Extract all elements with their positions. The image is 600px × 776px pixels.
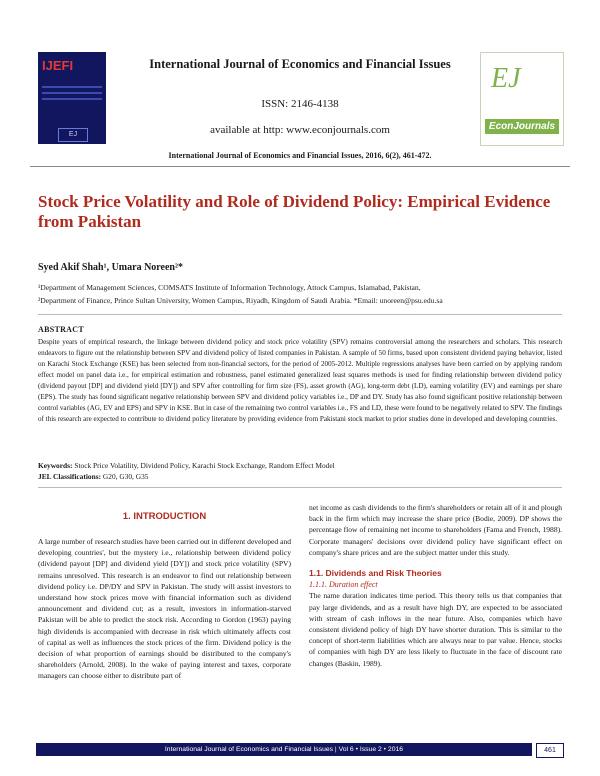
subsubsection-heading: 1.1.1. Duration effect: [309, 580, 378, 590]
cover-strip: [42, 86, 102, 88]
citation: International Journal of Economics and Financial Issues, 2016, 6(2), 461-472.: [168, 151, 432, 160]
cover-strip: [42, 92, 102, 94]
footer-bar: International Journal of Economics and Financial Issues | Vol 6 • Issue 2 • 2016: [36, 743, 532, 756]
abstract-divider: [38, 487, 562, 488]
right-paragraph-1: net income as cash dividends to the firm's shareholders or retain all of it and plough back in the firm which may increase the share price (Bodie, 2009). DP shows the percentage flow of remaining net income to shareholders (Fama and French, 1988). Corporate managers' decisions over dividend policy have significant effect on company's share prices and are the subject matter under this study.: [309, 503, 562, 557]
article-title: Stock Price Volatility and Role of Dividend Policy: Empirical Evidence from Pakistan: [38, 192, 551, 231]
cover-ej-mark: EJ: [58, 128, 88, 142]
right-paragraph-2: The name duration indicates time period. This theory tells us that companies that pay large dividends, and as a result have high DY, are expected to be associated with stream of cash inflows in the near future. Also, companies which have consistent dividend policy of high DY have shorter duration. This is similar to the concept of short-term liabilities which are always near to par value. Hence, stocks of companies with high DY are less likely to fluctuate in the face of discount rate changes (Baskin, 1989).: [309, 591, 562, 668]
keywords-line: [38, 461, 335, 470]
affiliation-1: ¹Department of Management Sciences, COMSATS Institute of Information Technology, Attock Campus, Islamabad, Pakistan,: [38, 283, 421, 292]
cover-strip: [42, 98, 102, 100]
abstract-heading: ABSTRACT: [38, 325, 84, 334]
page-number: 461: [536, 743, 564, 758]
issn: ISSN: 2146-4138: [261, 98, 339, 110]
jel-label: JEL Classifications:: [38, 472, 102, 481]
availability: available at http: www.econjournals.com: [210, 124, 390, 136]
abstract-text: Despite years of empirical research, the linkage between dividend policy and stock price volatility (SPV) remains controversial among the researchers and scholars. This research endeavors to figure out the relationship between SPV and dividend policy of listed companies in Pakistan. A sample of 50 firms, based upon consistent dividend paying behavior, listed on Karachi Stock Exchange (KSE) has been selected from non-financial sectors, for the period of 2005-2012. Multiple regressions analyses have been carried on by applying random effect model on panel data i.e., for empirical estimation and robustness, panel estimated generalized least squares methods is used for finding relationship between dividend policy (dividend payout [DP] and dividend yield [DY]) and SPV after controlling for firm size (FS), asset growth (AG), long-term debt (LD), earning volatility (EV) and earnings per share (EPS). The study has found significant negative relationship between SPV and dividend policy variables i.e., DP and DY. Study has also found significant positive relationship between control variables (AG, EV and EPS) and SPV in KSE. But in case of the remaining two control variables i.e., FS and LD, these were found to be negatively related to SPV. The findings of this research are expected to contribute to dividend policy literature by providing evidence from Pakistani stock market to prior studies done in developed and developing countries.: [38, 338, 562, 423]
left-column-text: A large number of research studies have been carried out in different developed and developing countries', but the mystery i.e., relationship between dividend policy (dividend payout [DP] and dividend yield [DY]) and stock price volatility (SPV) remains unresolved. This research is an endeavor to find out relationship between dividend policy i.e. DP/DY and SPV in Pakistan. The study will assist investors to understand how stock prices move with financial information such as dividend announcement and dividend cut; as a result, investors in information-starved Pakistan will be able to predict the stock risk. According to Gordon (1963) paying high dividends is accompanied with decrease in risk which ultimately affects cost of capital as well as influences the stock prices of the firm. Dividend policy is the decision of what proportion of earnings should be distributed to the company's shareholders (Arnold, 2008). In the wake of paying interest and taxes, corporate managers can choose either to distribute part of: [38, 537, 291, 681]
ej-logo-text: EJ: [491, 63, 521, 94]
jel-line: [38, 472, 148, 481]
affil-divider: [38, 314, 562, 315]
right-column: [309, 502, 562, 669]
keywords-label: Keywords:: [38, 461, 73, 470]
journal-title: International Journal of Economics and Financial Issues: [149, 57, 451, 71]
journal-cover-image: [38, 52, 106, 144]
ej-logo-name: EconJournals: [485, 119, 559, 134]
authors: Syed Akif Shah¹, Umara Noreen²*: [38, 262, 183, 273]
econjournals-logo: [480, 52, 564, 146]
header-divider: [30, 166, 570, 167]
keywords: Stock Price Volatility, Dividend Policy, Karachi Stock Exchange, Random Effect Model: [74, 461, 335, 470]
jel-codes: G20, G30, G35: [102, 472, 149, 481]
section-heading-introduction: 1. INTRODUCTION: [122, 511, 207, 522]
affiliation-2: ²Department of Finance, Prince Sultan University, Women Campus, Riyadh, Kingdom of Saudi Arabia. *Email: unoreen@psu.edu.sa: [38, 296, 443, 305]
cover-logo: IJEFI: [42, 58, 74, 73]
subsection-heading: 1.1. Dividends and Risk Theories: [309, 568, 442, 579]
